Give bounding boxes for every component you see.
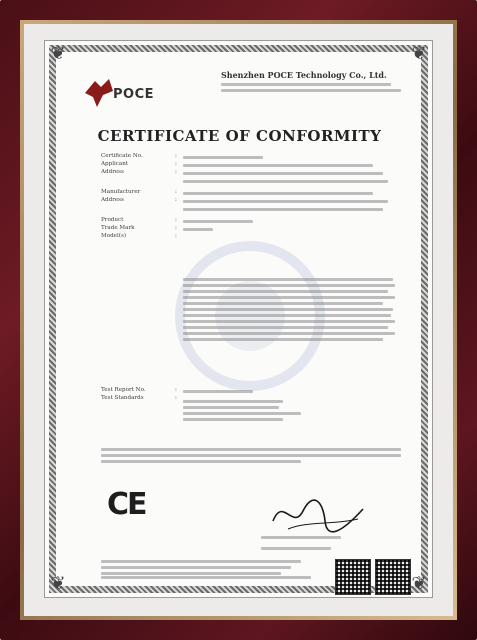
signature-lines xyxy=(261,533,371,553)
field-row: Test Standards : xyxy=(101,395,177,401)
field-row: Product : xyxy=(101,217,401,225)
field-row: Address : xyxy=(101,169,401,177)
qr-code-icon xyxy=(335,559,371,595)
field-row xyxy=(101,205,401,213)
field-row xyxy=(101,177,401,185)
ce-mark: CE xyxy=(107,487,146,522)
certificate-fields xyxy=(101,153,401,241)
footer-contact xyxy=(101,573,321,582)
corner-ornament-icon: ❦ xyxy=(411,43,427,64)
logo-brand-text: POCE xyxy=(113,87,154,102)
field-row: Trade Mark : xyxy=(101,225,401,233)
corner-ornament-icon: ❦ xyxy=(411,573,427,594)
company-address-line xyxy=(221,83,391,86)
test-standards-list xyxy=(183,397,313,424)
company-info xyxy=(221,71,411,95)
company-logo xyxy=(83,73,173,113)
field-row: Manufacturer : xyxy=(101,189,401,197)
qr-code-icon xyxy=(375,559,411,595)
declaration-text xyxy=(101,445,401,466)
field-row: Address : xyxy=(101,197,401,205)
field-row: Test Report No. : xyxy=(101,387,401,395)
field-row: Applicant : xyxy=(101,161,401,169)
field-row: Certificate No. : xyxy=(101,153,401,161)
company-address-line xyxy=(221,89,401,92)
model-list xyxy=(183,275,398,344)
field-row: Model(s) : xyxy=(101,233,177,239)
corner-ornament-icon: ❦ xyxy=(50,43,66,64)
certificate-title: CERTIFICATE OF CONFORMITY xyxy=(97,127,382,145)
certificate-paper xyxy=(44,40,433,598)
company-name: Shenzhen POCE Technology Co., Ltd. xyxy=(221,70,387,80)
corner-ornament-icon: ❦ xyxy=(50,573,66,594)
